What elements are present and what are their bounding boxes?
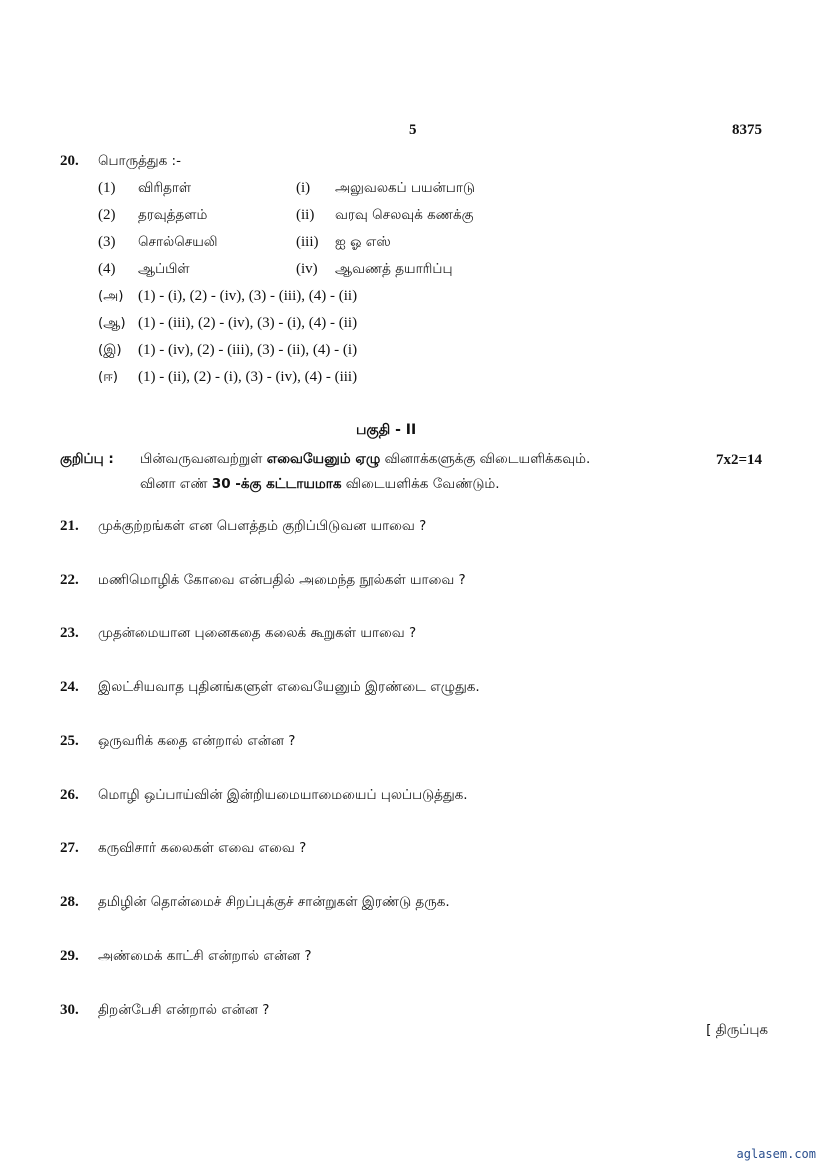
question-text: திறன்பேசி என்றால் என்ன ?	[98, 1002, 270, 1018]
match-left-number: (3)	[98, 234, 116, 250]
question-number: 22.	[60, 572, 79, 588]
question-number: 28.	[60, 894, 79, 910]
question-text: இலட்சியவாத புதினங்களுள் எவையேனும் இரண்டை எழுதுக.	[98, 679, 480, 695]
option-label: (அ)	[98, 288, 124, 304]
question-number: 24.	[60, 679, 79, 695]
match-right-item: அலுவலகப் பயன்பாடு	[335, 180, 475, 196]
option-label: (ஈ)	[98, 369, 119, 385]
match-right-number: (ii)	[296, 207, 315, 223]
question-number: 27.	[60, 840, 79, 856]
match-right-item: வரவு செலவுக் கணக்கு	[335, 207, 474, 223]
turn-over-note: [ திருப்புக	[706, 1022, 768, 1038]
section-heading: பகுதி - II	[356, 422, 417, 438]
question-number: 29.	[60, 948, 79, 964]
match-right-number: (i)	[296, 180, 311, 196]
question-number: 21.	[60, 518, 79, 534]
note-label: குறிப்பு :	[60, 451, 114, 467]
option-text: (1) - (iv), (2) - (iii), (3) - (ii), (4) - (i)	[138, 342, 358, 358]
match-right-number: (iii)	[296, 234, 319, 250]
question-number: 26.	[60, 787, 79, 803]
question-text: மொழி ஒப்பாய்வின் இன்றியமையாமையைப் புலப்படுத்துக.	[98, 787, 468, 803]
match-left-number: (2)	[98, 207, 116, 223]
marks: 7x2=14	[716, 452, 763, 468]
note-line-1: பின்வருவனவற்றுள் எவையேனும் ஏழு வினாக்களுக்கு விடையளிக்கவும்.	[140, 451, 591, 467]
question-number: 20.	[60, 153, 79, 169]
question-text: முக்குற்றங்கள் என பௌத்தம் குறிப்பிடுவன யாவை ?	[98, 518, 427, 534]
question-text: முதன்மையான புனைகதை கலைக் கூறுகள் யாவை ?	[98, 625, 417, 641]
option-label: (ஆ)	[98, 315, 126, 331]
question-number: 30.	[60, 1002, 79, 1018]
option-text: (1) - (ii), (2) - (i), (3) - (iv), (4) - (iii)	[138, 369, 358, 385]
match-left-number: (1)	[98, 180, 116, 196]
option-text: (1) - (i), (2) - (iv), (3) - (iii), (4) - (ii)	[138, 288, 358, 304]
page-number: 5	[409, 122, 417, 138]
question-number: 23.	[60, 625, 79, 641]
match-left-item: தரவுத்தளம்	[138, 207, 208, 223]
option-text: (1) - (iii), (2) - (iv), (3) - (i), (4) - (ii)	[138, 315, 358, 331]
question-text: ஒருவரிக் கதை என்றால் என்ன ?	[98, 733, 296, 749]
note-line-2: வினா எண் 30 -க்கு கட்டாயமாக விடையளிக்க வேண்டும்.	[140, 476, 500, 492]
match-right-number: (iv)	[296, 261, 318, 277]
question-text: பொருத்துக :-	[98, 153, 181, 169]
match-right-item: ஆவணத் தயாரிப்பு	[335, 261, 453, 277]
question-text: அண்மைக் காட்சி என்றால் என்ன ?	[98, 948, 312, 964]
question-text: மணிமொழிக் கோவை என்பதில் அமைந்த நூல்கள் யாவை ?	[98, 572, 466, 588]
match-left-item: ஆப்பிள்	[138, 261, 190, 277]
paper-code: 8375	[732, 122, 762, 138]
question-text: கருவிசார் கலைகள் எவை எவை ?	[98, 840, 307, 856]
match-left-item: சொல்செயலி	[138, 234, 218, 250]
question-text: தமிழின் தொன்மைச் சிறப்புக்குச் சான்றுகள் இரண்டு தருக.	[98, 894, 450, 910]
match-right-item: ஐ ஓ எஸ்	[335, 234, 391, 250]
match-left-item: விரிதாள்	[138, 180, 192, 196]
option-label: (இ)	[98, 342, 122, 358]
match-left-number: (4)	[98, 261, 116, 277]
question-number: 25.	[60, 733, 79, 749]
watermark: aglasem.com	[736, 1147, 816, 1161]
